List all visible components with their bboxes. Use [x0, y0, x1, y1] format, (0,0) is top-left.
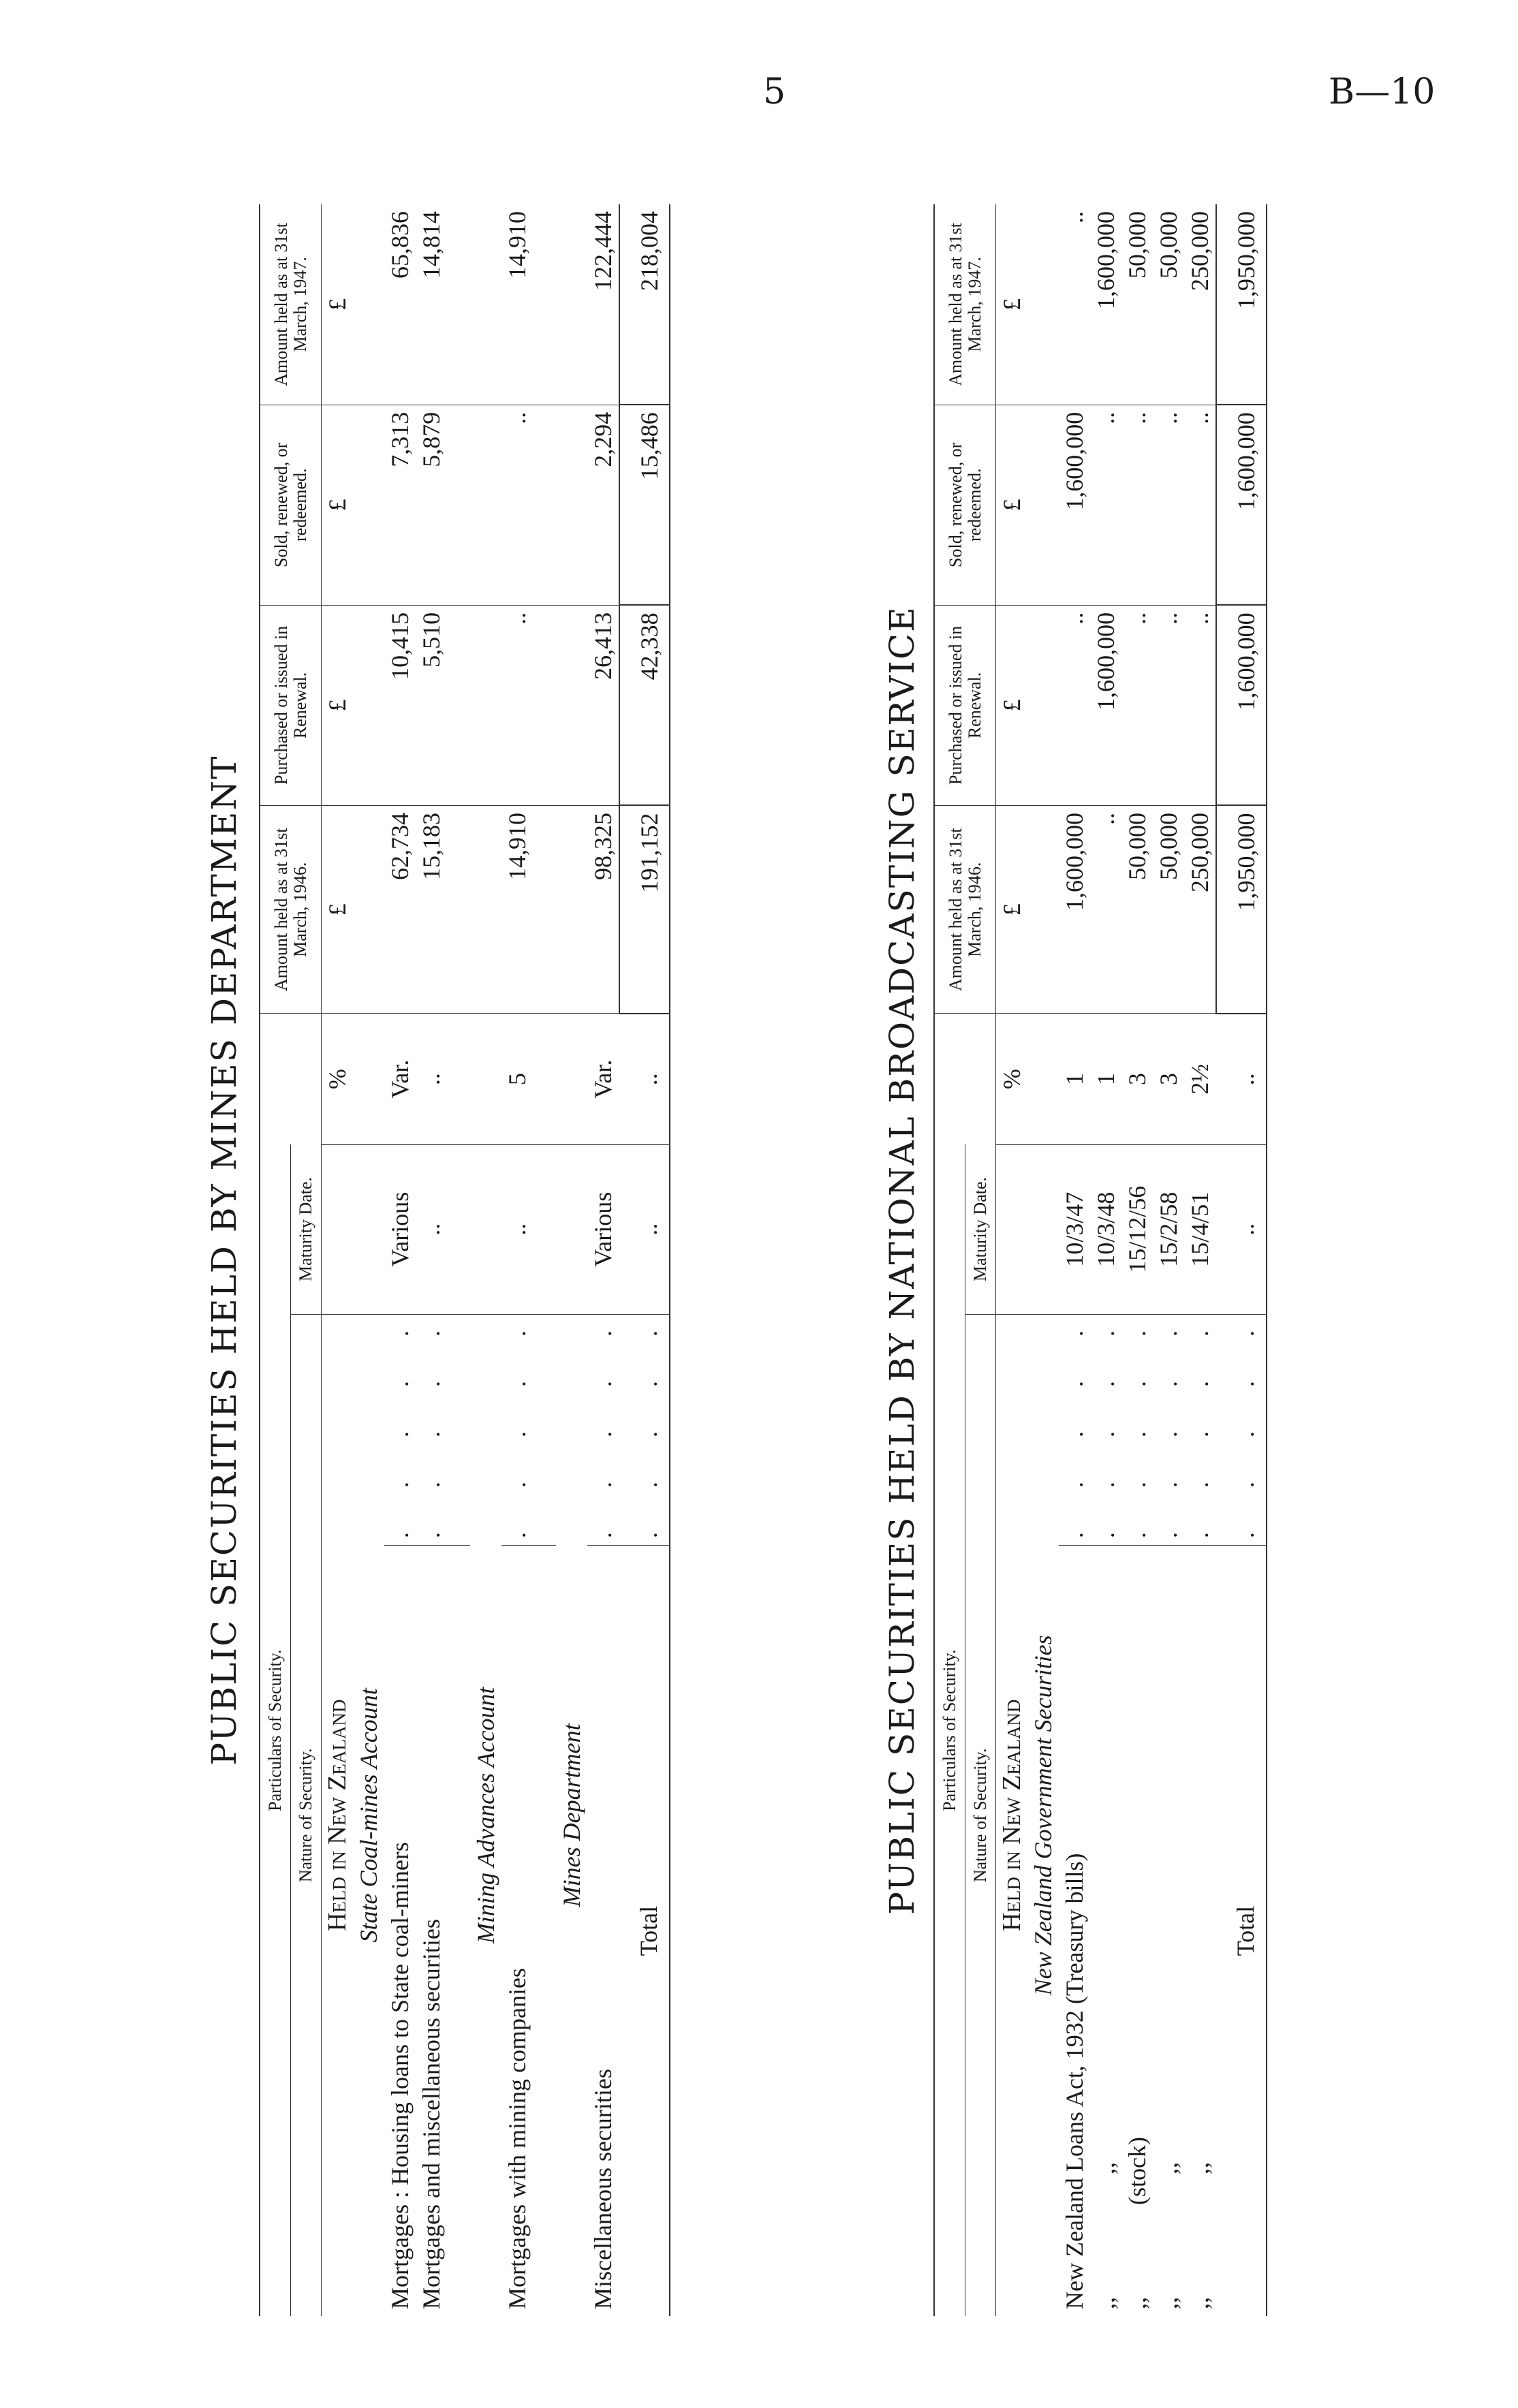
total-row: Total . . . . . .. .. 191,152 42,338 15,486 218,004 [619, 204, 670, 2316]
pound-unit: £ [996, 806, 1028, 1014]
table-row: ,, ,, . . . . . 15/4/51 2½ 250,000 .. .. 250,000 [1184, 204, 1216, 2316]
nature-header: Nature of Security. [291, 1314, 322, 2316]
pound-unit: £ [322, 605, 354, 805]
government-securities-heading: New Zealand Government Securities [1029, 1635, 1057, 1996]
held-heading: Held in New Zealand [323, 1699, 352, 1932]
particulars-header: Particulars of Security. [260, 1144, 291, 2316]
nature-header: Nature of Security. [965, 1314, 996, 2316]
table-row: New Zealand Loans Act, 1932 (Treasury bills) . . . . . 10/3/47 1 1,600,000 .. 1,600,000 .. [1059, 204, 1090, 2316]
sold-header: Sold, renewed, or redeemed. [934, 405, 996, 605]
pound-unit: £ [322, 405, 354, 605]
maturity-header: Maturity Date. [965, 1144, 996, 1314]
pound-unit: £ [996, 605, 1028, 805]
table-row: Mortgages and miscellaneous securities . . . . . .. .. 15,183 5,510 5,879 14,814 [416, 204, 447, 2316]
held-heading: Held in New Zealand [997, 1699, 1026, 1932]
broadcasting-service-title: PUBLIC SECURITIES HELD BY NATIONAL BROADCASTING SERVICE [882, 606, 922, 1915]
pound-unit: £ [996, 204, 1028, 405]
table-row: ,, ,, . . . . . 15/2/58 3 50,000 .. .. 50,000 [1153, 204, 1184, 2316]
table-row: ,, ,, . . . . . 10/3/48 1 .. 1,600,000 .. 1,600,000 [1090, 204, 1121, 2316]
particulars-header: Particulars of Security. [934, 1144, 965, 2316]
total-row: Total . . . . . .. .. 1,950,000 1,600,000 1,600,000 1,950,000 [1216, 204, 1267, 2316]
pound-unit: £ [322, 204, 354, 405]
broadcasting-securities-table [933, 204, 1267, 2316]
pound-unit: £ [996, 405, 1028, 605]
pound-unit: £ [322, 806, 354, 1014]
purchased-header: Purchased or issued in Renewal. [260, 605, 322, 805]
coal-mines-heading: State Coal-mines Account [355, 1688, 382, 1943]
purchased-header: Purchased or issued in Renewal. [934, 605, 996, 805]
rate-unit: % [322, 1014, 354, 1144]
held-1947-header: Amount held as at 31st March, 1947. [260, 204, 322, 405]
table-row: ,, (stock) . . . . . 15/12/56 3 50,000 .. .. 50,000 [1121, 204, 1153, 2316]
table-row: Miscellaneous securities . . . . . Various Var. 98,325 26,413 2,294 122,444 [587, 204, 619, 2316]
held-1946-header: Amount held as at 31st March, 1946. [934, 806, 996, 1014]
held-1947-header: Amount held as at 31st March, 1947. [934, 204, 996, 405]
mines-department-title: PUBLIC SECURITIES HELD BY MINES DEPARTMENT [204, 755, 244, 1766]
held-1946-header: Amount held as at 31st March, 1946. [260, 806, 322, 1014]
rate-unit: % [996, 1014, 1028, 1144]
maturity-header: Maturity Date. [291, 1144, 322, 1314]
mines-securities-table [259, 204, 670, 2316]
table-row: Mortgages : Housing loans to State coal-miners . . . . . Various Var. 62,734 10,415 7,313 65,836 [384, 204, 416, 2316]
mining-advances-heading: Mining Advances Account [472, 1687, 499, 1944]
report-code: B—10 [1329, 72, 1436, 112]
mines-department-heading: Mines Department [558, 1723, 585, 1907]
table-row: Mortgages with mining companies . . . . . .. 5 14,910 .. .. 14,910 [501, 204, 533, 2316]
rotated-tables [204, 204, 1458, 2316]
page-number: 5 [763, 72, 786, 112]
sold-header: Sold, renewed, or redeemed. [260, 405, 322, 605]
